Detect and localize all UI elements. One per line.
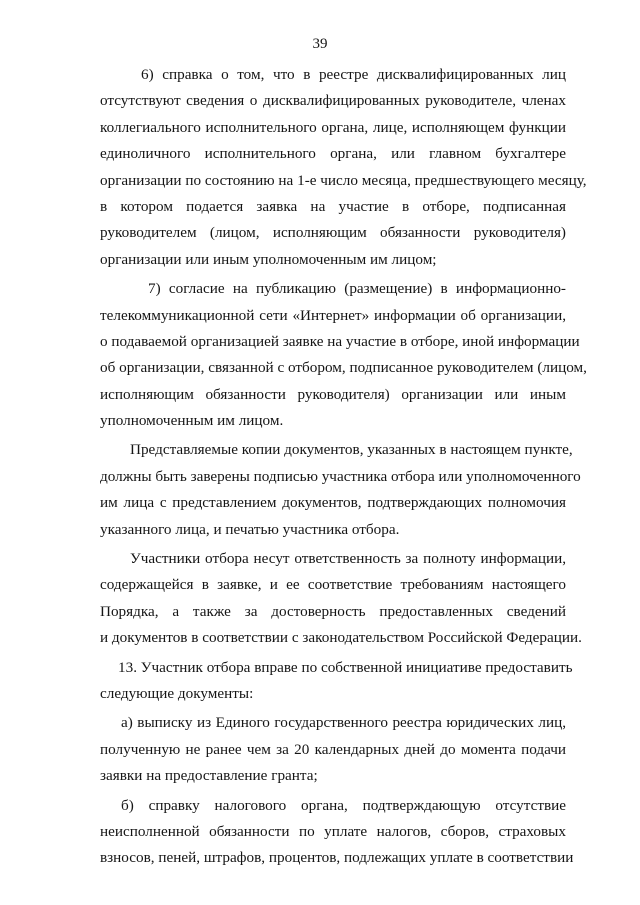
text-line: Участники отбора несут ответственность за полноту информации, xyxy=(130,550,566,568)
text-line: содержащейся в заявке, и ее соответствие требованиям настоящего xyxy=(100,576,566,594)
text-line: организации по состоянию на 1-е число месяца, предшествующего месяцу, xyxy=(100,171,587,189)
text-line: единоличного исполнительного органа, или главном бухгалтере xyxy=(100,145,566,163)
text-line: 13. Участник отбора вправе по собственной инициативе предоставить xyxy=(118,658,573,676)
text-line: об организации, связанной с отбором, подписанное руководителем (лицом, xyxy=(100,359,587,377)
text-line: заявки на предоставление гранта; xyxy=(100,767,318,785)
text-line: б) справку налогового органа, подтверждающую отсутствие xyxy=(121,796,566,814)
text-line: отсутствуют сведения о дисквалифицированных руководителе, членах xyxy=(100,92,566,110)
text-line: в котором подается заявка на участие в отборе, подписанная xyxy=(100,197,566,215)
page-number: 39 xyxy=(312,36,328,52)
text-line: должны быть заверены подписью участника отбора или уполномоченного xyxy=(100,467,581,485)
text-line: исполняющим обязанности руководителя) организации или иным xyxy=(100,385,566,403)
text-line: неисполненной обязанности по уплате налогов, сборов, страховых xyxy=(100,822,566,840)
paragraph xyxy=(100,62,587,273)
text-line: телекоммуникационной сети «Интернет» информации об организации, xyxy=(100,306,566,324)
text-line: Представляемые копии документов, указанных в настоящем пункте, xyxy=(130,441,573,459)
paragraph xyxy=(100,437,581,543)
text-line: Порядка, а также за достоверность предоставленных сведений xyxy=(100,602,566,620)
text-line: полученную не ранее чем за 20 календарных дней до момента подачи xyxy=(100,740,566,758)
paragraph xyxy=(100,710,566,789)
text-line: уполномоченным им лицом. xyxy=(100,412,284,430)
paragraph xyxy=(100,793,574,872)
text-line: а) выписку из Единого государственного реестра юридических лиц, xyxy=(121,714,566,732)
text-line: 6) справка о том, что в реестре дисквалифицированных лиц xyxy=(141,66,566,83)
paragraph xyxy=(100,276,587,434)
paragraph xyxy=(100,655,573,708)
text-line: руководителем (лицом, исполняющим обязанности руководителя) xyxy=(100,224,566,242)
text-line: и документов в соответствии с законодательством Российской Федерации. xyxy=(100,629,582,647)
text-line: коллегиального исполнительного органа, лице, исполняющем функции xyxy=(100,118,566,136)
text-line: следующие документы: xyxy=(100,684,254,702)
text-line: организации или иным уполномоченным им лицом; xyxy=(100,250,437,268)
text-line: о подаваемой организацией заявке на участие в отборе, иной информации xyxy=(100,332,580,350)
text-line: указанного лица, и печатью участника отбора. xyxy=(100,520,400,538)
paragraph xyxy=(100,546,582,652)
text-line: им лица с представлением документов, подтверждающих полномочия xyxy=(100,494,566,512)
text-line: взносов, пеней, штрафов, процентов, подлежащих уплате в соответствии xyxy=(100,849,574,867)
document-body xyxy=(100,62,587,875)
text-line: 7) согласие на публикацию (размещение) в информационно- xyxy=(148,280,566,298)
